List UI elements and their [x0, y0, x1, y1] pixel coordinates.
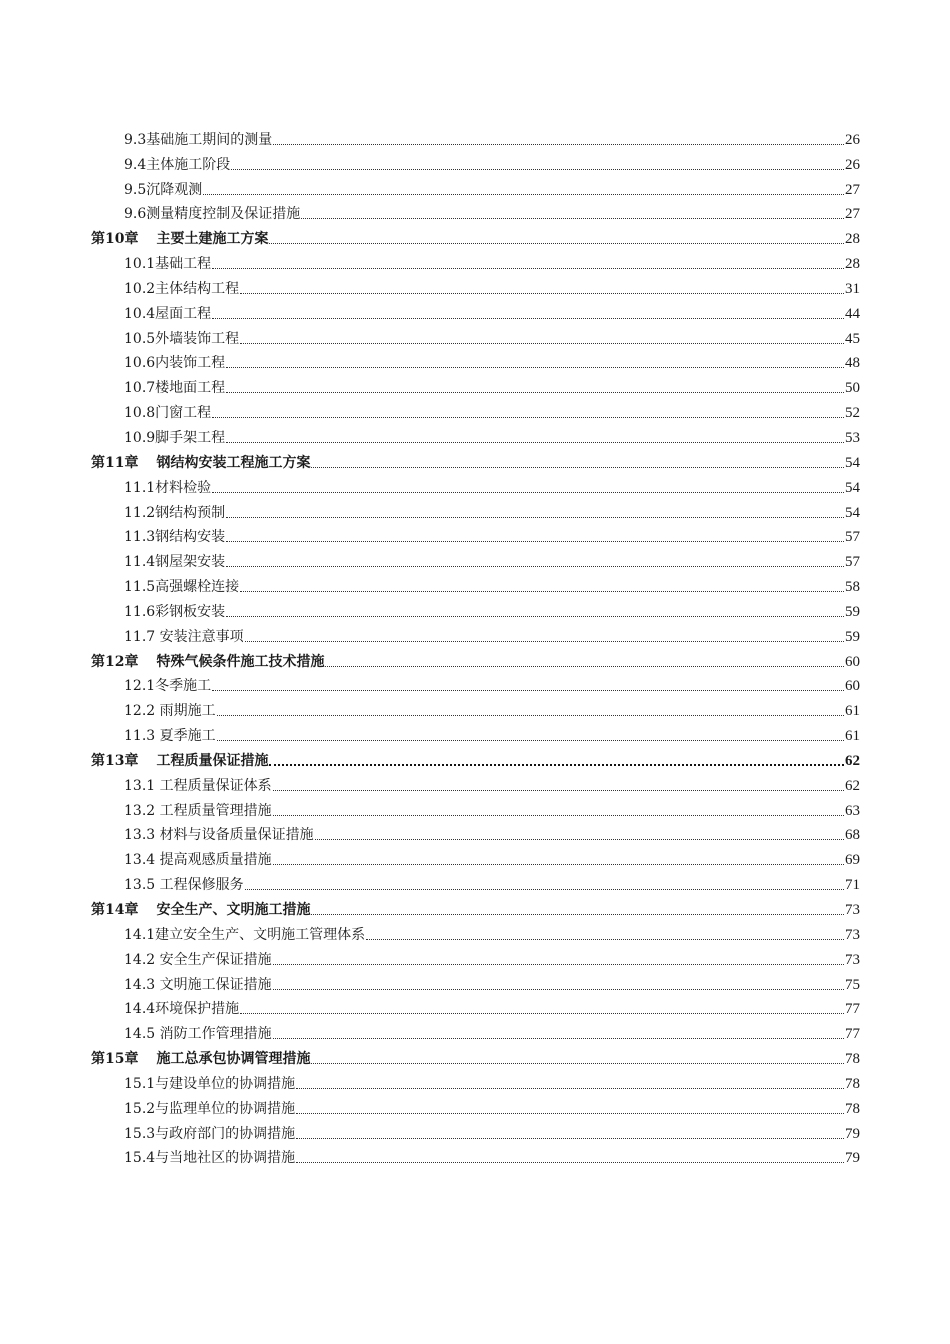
toc-entry-title: [124, 181, 202, 199]
toc-chapter-number: 第13章: [91, 752, 139, 769]
toc-dot-leader: [226, 442, 844, 443]
toc-entry-label: 11.3 夏季施工: [124, 728, 216, 745]
toc-section-entry[interactable]: [91, 522, 860, 547]
toc-entry-title: [124, 528, 225, 546]
toc-page-number: 52: [845, 405, 860, 422]
toc-dot-leader: [212, 417, 844, 418]
toc-entry-title: [124, 1100, 295, 1118]
toc-section-entry[interactable]: [91, 348, 860, 373]
toc-dot-leader: [226, 566, 844, 567]
toc-entry-title: [124, 1075, 295, 1093]
toc-page-number: 28: [845, 256, 860, 273]
toc-dot-leader: [217, 715, 844, 716]
toc-dot-leader: [366, 939, 844, 940]
toc-entry-label: 9.6测量精度控制及保证措施: [124, 206, 301, 223]
toc-dot-leader: [240, 591, 844, 592]
toc-entry-label: 9.4主体施工阶段: [124, 156, 231, 173]
toc-dot-leader: [273, 989, 844, 990]
toc-entry-label: 13.2 工程质量管理措施: [124, 802, 272, 819]
toc-entry-label: 主要土建施工方案: [156, 231, 269, 248]
toc-section-entry[interactable]: [91, 273, 860, 298]
toc-entry-label: 11.4钢屋架安装: [124, 554, 226, 571]
toc-entry-title: [124, 205, 300, 223]
toc-entry-title: [124, 479, 211, 497]
toc-section-entry[interactable]: [91, 323, 860, 348]
toc-entry-label: 11.1材料检验: [124, 479, 212, 496]
toc-entry-title: [91, 230, 268, 248]
toc-section-entry[interactable]: [91, 497, 860, 522]
toc-entry-title: [124, 603, 225, 621]
toc-page-number: 77: [845, 1026, 860, 1043]
toc-dot-leader: [269, 764, 844, 766]
toc-dot-leader: [315, 839, 844, 840]
toc-chapter-entry[interactable]: [91, 223, 860, 248]
toc-entry-title: [124, 926, 365, 944]
toc-entry-title: [124, 429, 225, 447]
toc-chapter-entry[interactable]: [91, 1043, 860, 1068]
toc-dot-leader: [296, 1138, 844, 1139]
toc-entry-title: [124, 802, 272, 820]
toc-entry-title: [124, 628, 244, 646]
toc-section-entry[interactable]: [91, 919, 860, 944]
toc-dot-leader: [226, 541, 844, 542]
toc-entry-title: [124, 255, 211, 273]
toc-entry-title: [124, 280, 239, 298]
toc-entry-title: [124, 851, 272, 869]
toc-entry-label: 11.3钢结构安装: [124, 529, 226, 546]
toc-page-number: 78: [845, 1100, 860, 1117]
toc-entry-label: 安全生产、文明施工措施: [156, 902, 311, 918]
toc-entry-label: 工程质量保证措施: [156, 752, 269, 769]
toc-page-number: 57: [845, 554, 860, 571]
toc-chapter-number: 第15章: [91, 1051, 139, 1068]
toc-page-number: 54: [845, 479, 860, 496]
toc-entry-title: [91, 454, 310, 472]
toc-section-entry[interactable]: [91, 372, 860, 397]
toc-section-entry[interactable]: [91, 820, 860, 845]
toc-entry-title: [124, 677, 211, 695]
toc-entry-label: 10.9脚手架工程: [124, 429, 226, 446]
toc-section-entry[interactable]: [91, 621, 860, 646]
toc-dot-leader: [311, 467, 844, 468]
toc-section-entry[interactable]: [91, 199, 860, 224]
toc-entry-label: 特殊气候条件施工技术措施: [156, 653, 325, 670]
toc-entry-label: 14.4环境保护措施: [124, 1001, 240, 1018]
toc-page-number: 31: [845, 280, 860, 297]
toc-entry-title: [124, 826, 314, 844]
toc-page-number: 26: [845, 156, 860, 173]
toc-entry-label: 11.7 安装注意事项: [124, 628, 244, 645]
toc-section-entry[interactable]: [91, 1093, 860, 1118]
toc-entry-title: [91, 653, 324, 671]
toc-page-number: 27: [845, 206, 860, 223]
toc-entry-label: 9.3基础施工期间的测量: [124, 131, 273, 148]
toc-section-entry[interactable]: [91, 944, 860, 969]
toc-entry-label: 13.4 提高观感质量措施: [124, 852, 272, 869]
toc-entry-label: 10.8门窗工程: [124, 405, 212, 422]
toc-entry-label: 12.2 雨期施工: [124, 703, 216, 720]
toc-page-number: 28: [845, 231, 860, 248]
toc-dot-leader: [212, 690, 844, 691]
toc-entry-title: [91, 901, 310, 919]
toc-dot-leader: [240, 343, 844, 344]
toc-dot-leader: [325, 666, 844, 667]
toc-dot-leader: [273, 815, 844, 816]
toc-entry-label: 14.2 安全生产保证措施: [124, 951, 272, 968]
toc-section-entry[interactable]: [91, 546, 860, 571]
toc-page-number: 73: [845, 951, 860, 968]
toc-page-number: 75: [845, 976, 860, 993]
toc-dot-leader: [226, 367, 844, 368]
toc-section-entry[interactable]: [91, 795, 860, 820]
toc-page-number: 57: [845, 529, 860, 546]
toc-entry-label: 14.1建立安全生产、文明施工管理体系: [124, 926, 366, 943]
table-of-contents: [91, 124, 860, 1167]
toc-page-number: 69: [845, 852, 860, 869]
toc-entry-title: [124, 404, 211, 422]
toc-page-number: 60: [845, 678, 860, 695]
toc-entry-label: 14.3 文明施工保证措施: [124, 976, 272, 993]
toc-entry-title: [124, 727, 216, 745]
toc-chapter-number: 第14章: [91, 902, 139, 918]
toc-page-number: 73: [845, 926, 860, 943]
toc-entry-title: [91, 752, 268, 770]
toc-page-number: 79: [845, 1125, 860, 1142]
toc-chapter-entry[interactable]: [91, 447, 860, 472]
toc-section-entry[interactable]: [91, 1068, 860, 1093]
toc-page-number: 50: [845, 380, 860, 397]
toc-page-number: 62: [845, 777, 860, 794]
toc-entry-label: 15.2与监理单位的协调措施: [124, 1100, 296, 1117]
toc-section-entry[interactable]: [91, 1018, 860, 1043]
toc-entry-title: [91, 1050, 310, 1068]
toc-dot-leader: [226, 517, 844, 518]
toc-dot-leader: [296, 1113, 844, 1114]
toc-chapter-entry[interactable]: [91, 646, 860, 671]
toc-entry-title: [124, 976, 272, 994]
toc-entry-title: [124, 305, 211, 323]
toc-entry-label: 14.5 消防工作管理措施: [124, 1026, 272, 1043]
toc-page-number: 73: [845, 902, 860, 918]
toc-page-number: 45: [845, 330, 860, 347]
toc-dot-leader: [301, 218, 844, 219]
toc-page-number: 58: [845, 579, 860, 596]
toc-page-number: 59: [845, 628, 860, 645]
toc-dot-leader: [212, 268, 844, 269]
toc-section-entry[interactable]: [91, 472, 860, 497]
toc-entry-title: [124, 131, 272, 149]
toc-entry-label: 12.1冬季施工: [124, 678, 212, 695]
toc-section-entry[interactable]: [91, 869, 860, 894]
toc-entry-title: [124, 553, 225, 571]
toc-entry-title: [124, 951, 272, 969]
toc-dot-leader: [240, 293, 844, 294]
toc-entry-label: 15.1与建设单位的协调措施: [124, 1075, 296, 1092]
toc-entry-label: 13.5 工程保修服务: [124, 877, 244, 894]
toc-dot-leader: [203, 194, 844, 195]
toc-entry-label: 钢结构安装工程施工方案: [156, 454, 311, 471]
toc-entry-label: 11.5高强螺栓连接: [124, 579, 240, 596]
toc-section-entry[interactable]: [91, 248, 860, 273]
toc-page-number: 26: [845, 131, 860, 148]
toc-entry-title: [124, 876, 244, 894]
toc-section-entry[interactable]: [91, 720, 860, 745]
toc-section-entry[interactable]: [91, 298, 860, 323]
toc-entry-title: [124, 354, 225, 372]
toc-chapter-entry[interactable]: [91, 745, 860, 770]
toc-section-entry[interactable]: [91, 994, 860, 1019]
toc-dot-leader: [217, 740, 844, 741]
toc-page-number: 68: [845, 827, 860, 844]
toc-entry-label: 10.5外墙装饰工程: [124, 330, 240, 347]
toc-dot-leader: [296, 1162, 844, 1163]
toc-entry-title: [124, 702, 216, 720]
toc-dot-leader: [226, 392, 844, 393]
toc-dot-leader: [269, 243, 844, 244]
toc-section-entry[interactable]: [91, 422, 860, 447]
toc-section-entry[interactable]: [91, 1118, 860, 1143]
toc-page-number: 62: [845, 752, 860, 769]
toc-dot-leader: [226, 616, 844, 617]
toc-dot-leader: [311, 1063, 844, 1064]
toc-page-number: 79: [845, 1150, 860, 1167]
toc-page-number: 54: [845, 504, 860, 521]
toc-entry-title: [124, 504, 225, 522]
toc-dot-leader: [296, 1088, 844, 1089]
toc-section-entry[interactable]: [91, 571, 860, 596]
toc-page-number: 53: [845, 429, 860, 446]
toc-page-number: 63: [845, 802, 860, 819]
toc-entry-label: 11.2钢结构预制: [124, 504, 226, 521]
toc-entry-label: 11.6彩钢板安装: [124, 603, 226, 620]
toc-entry-title: [124, 379, 225, 397]
toc-dot-leader: [273, 790, 844, 791]
toc-entry-label: 10.1基础工程: [124, 256, 212, 273]
toc-section-entry[interactable]: [91, 149, 860, 174]
toc-dot-leader: [212, 318, 844, 319]
toc-page-number: 77: [845, 1001, 860, 1018]
toc-entry-label: 10.6内装饰工程: [124, 355, 226, 372]
toc-section-entry[interactable]: [91, 124, 860, 149]
toc-page-number: 60: [845, 653, 860, 670]
toc-chapter-number: 第12章: [91, 653, 139, 670]
toc-entry-title: [124, 1025, 272, 1043]
toc-entry-label: 13.3 材料与设备质量保证措施: [124, 827, 314, 844]
toc-dot-leader: [240, 1013, 844, 1014]
toc-entry-title: [124, 1149, 295, 1167]
toc-section-entry[interactable]: [91, 844, 860, 869]
toc-entry-label: 13.1 工程质量保证体系: [124, 777, 272, 794]
toc-chapter-number: 第10章: [91, 231, 139, 248]
toc-entry-label: 10.7楼地面工程: [124, 380, 226, 397]
toc-page-number: 71: [845, 877, 860, 894]
toc-chapter-entry[interactable]: [91, 894, 860, 919]
toc-dot-leader: [273, 144, 844, 145]
toc-section-entry[interactable]: [91, 695, 860, 720]
toc-section-entry[interactable]: [91, 770, 860, 795]
toc-dot-leader: [212, 492, 844, 493]
toc-section-entry[interactable]: [91, 174, 860, 199]
toc-page-number: 78: [845, 1051, 860, 1068]
toc-entry-label: 10.2主体结构工程: [124, 280, 240, 297]
toc-dot-leader: [245, 641, 844, 642]
toc-section-entry[interactable]: [91, 596, 860, 621]
toc-entry-label: 9.5沉降观测: [124, 181, 203, 198]
toc-entry-label: 15.3与政府部门的协调措施: [124, 1125, 296, 1142]
toc-section-entry[interactable]: [91, 1143, 860, 1168]
toc-dot-leader: [245, 889, 844, 890]
toc-dot-leader: [273, 864, 844, 865]
toc-page-number: 59: [845, 603, 860, 620]
toc-section-entry[interactable]: [91, 397, 860, 422]
toc-chapter-number: 第11章: [91, 454, 139, 471]
toc-page-number: 61: [845, 728, 860, 745]
toc-page-number: 48: [845, 355, 860, 372]
toc-dot-leader: [273, 1038, 844, 1039]
toc-page-number: 78: [845, 1075, 860, 1092]
toc-page-number: 61: [845, 703, 860, 720]
toc-entry-title: [124, 330, 239, 348]
toc-page-number: 44: [845, 305, 860, 322]
toc-entry-title: [124, 578, 239, 596]
toc-dot-leader: [311, 914, 844, 915]
toc-entry-title: [124, 156, 230, 174]
toc-page-number: 27: [845, 181, 860, 198]
toc-section-entry[interactable]: [91, 671, 860, 696]
toc-section-entry[interactable]: [91, 969, 860, 994]
toc-dot-leader: [231, 169, 844, 170]
toc-entry-label: 施工总承包协调管理措施: [156, 1051, 311, 1068]
toc-entry-title: [124, 1000, 239, 1018]
toc-dot-leader: [273, 964, 844, 965]
toc-entry-title: [124, 1125, 295, 1143]
toc-entry-title: [124, 777, 272, 795]
toc-entry-label: 15.4与当地社区的协调措施: [124, 1150, 296, 1167]
toc-entry-label: 10.4屋面工程: [124, 305, 212, 322]
toc-page-number: 54: [845, 454, 860, 471]
